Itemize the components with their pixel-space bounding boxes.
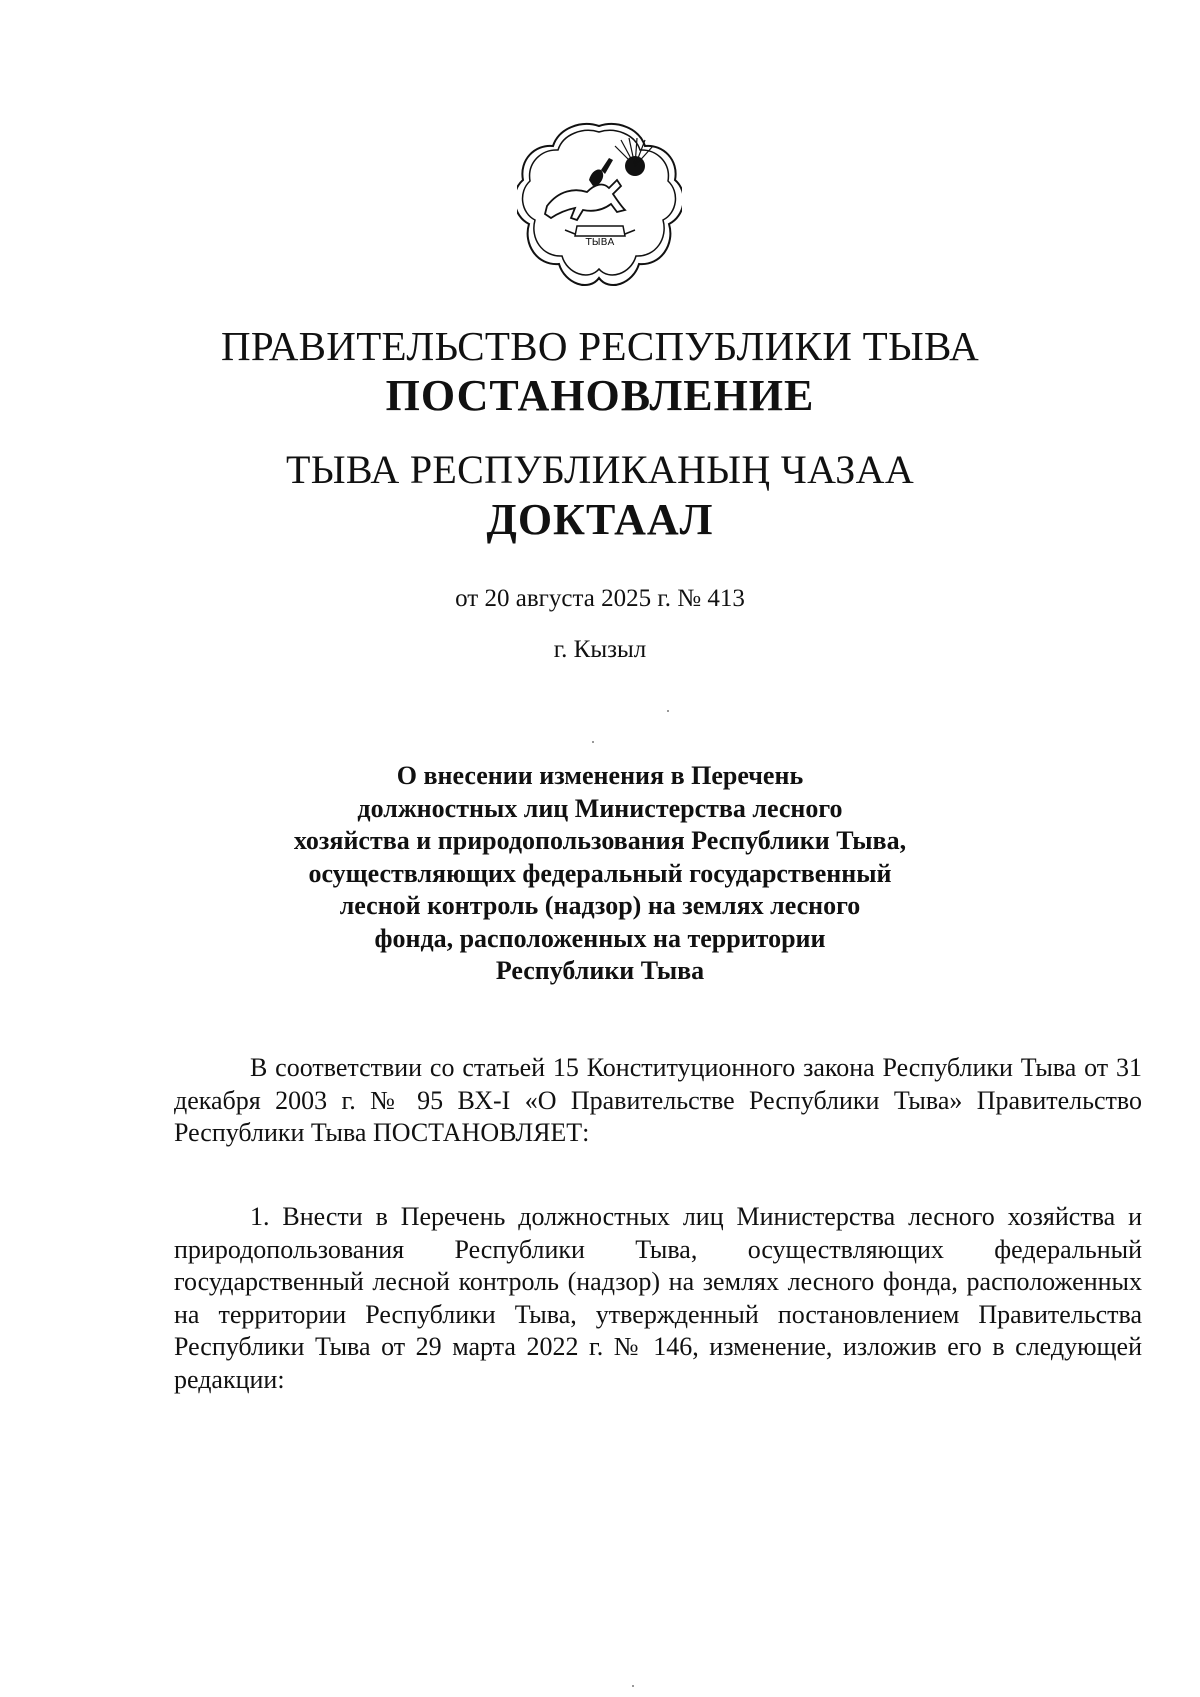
- subject-line: О внесении изменения в Перечень: [396, 761, 804, 790]
- subject-line: фонда, расположенных на территории: [374, 923, 826, 953]
- subject-line: должностных лиц Министерства лесного: [357, 793, 843, 823]
- clause-1-paragraph: 1. Внести в Перечень должностных лиц Министерства лесного хозяйства и природопользования Республики Тыва, осуществляющих федеральный государственный лесной контроль (надзор) на землях лесного фонда, расположенных на территории Республики Тыва, утвержденный постановлением Правительства Республики Тыва от 29 марта 2022 г. № 146, изменение, изложив его в следующей редакции:: [174, 1202, 1142, 1394]
- subject-line: лесной контроль (надзор) на землях лесного: [339, 891, 861, 920]
- tuva-coat-of-arms-icon: [517, 118, 682, 293]
- document-type-ru: ПОСТАНОВЛЕНИЕ: [385, 371, 815, 420]
- document-type-tyv: ДОКТААЛ: [486, 495, 714, 544]
- document-subject: [0, 760, 1200, 988]
- scan-artifact: [667, 710, 669, 712]
- scan-artifact: [592, 741, 594, 743]
- government-title-ru: ПРАВИТЕЛЬСТВО РЕСПУБЛИКИ ТЫВА: [220, 323, 980, 369]
- subject-line: хозяйства и природопользования Республики Тыва,: [293, 826, 907, 855]
- svg-text:ТЫВА: ТЫВА: [585, 237, 615, 248]
- subject-line: Республики Тыва: [495, 956, 705, 985]
- document-city: г. Кызыл: [553, 636, 647, 663]
- scan-artifact: [632, 1685, 634, 1687]
- preamble-paragraph: В соответствии со статьей 15 Конституционного закона Республики Тыва от 31 декабря 2003 г. № 95 ВХ-I «О Правительстве Республики Тыва» Правительство Республики Тыва ПОСТАНОВЛЯЕТ:: [174, 1053, 1142, 1147]
- subject-line: осуществляющих федеральный государственный: [308, 858, 892, 888]
- document-date-number: от 20 августа 2025 г. № 413: [455, 585, 745, 612]
- government-title-tyv: ТЫВА РЕСПУБЛИКАНЫҢ ЧАЗАА: [285, 447, 915, 492]
